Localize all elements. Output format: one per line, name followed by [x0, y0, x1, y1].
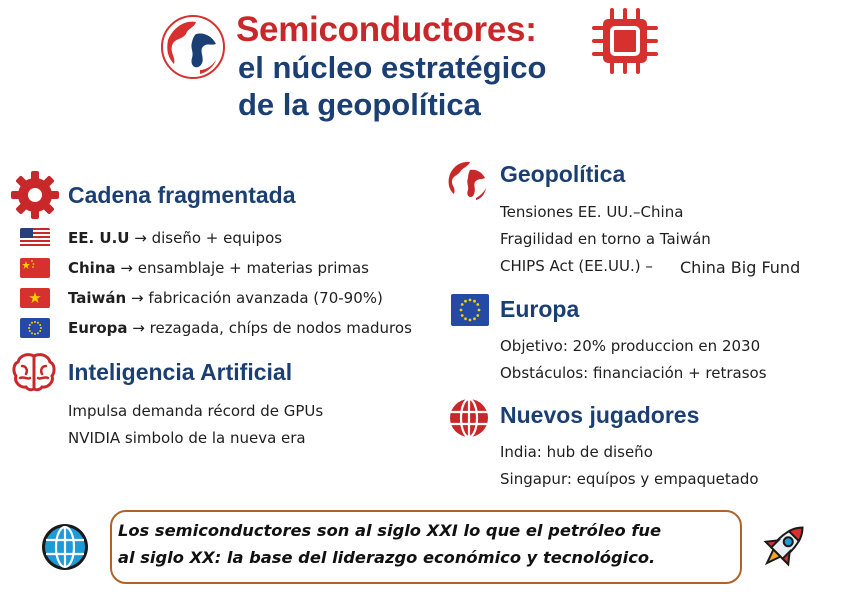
- country-name: China: [68, 259, 116, 277]
- section-title-geopolitica: Geopolítica: [500, 161, 626, 187]
- geopolitica-line: CHIPS Act (EE.UU.) –: [500, 257, 653, 275]
- cadena-item: [68, 319, 412, 337]
- ia-line: Impulsa demanda récord de GPUs: [68, 402, 324, 420]
- cadena-item: [68, 259, 369, 277]
- geopolitica-line: Fragilidad en torno a Taiwán: [500, 230, 711, 248]
- nuevos-line: India: hub de diseño: [500, 443, 653, 461]
- item-description: → diseño + equipos: [134, 229, 283, 247]
- item-description: → rezagada, chíps de nodos maduros: [132, 319, 412, 337]
- quote-globe-icon: [40, 522, 90, 572]
- quote-line2: al siglo XX: la base del liderazgo económico y tecnológico.: [118, 548, 656, 567]
- ia-line: NVIDIA simbolo de la nueva era: [68, 429, 306, 447]
- europa-line: Objetivo: 20% produccion en 2030: [500, 337, 761, 355]
- globe-icon: [448, 397, 490, 439]
- cadena-item: [68, 289, 383, 307]
- item-description: → fabricación avanzada (70-90%): [131, 289, 383, 307]
- item-description: → ensamblaje + materias primas: [120, 259, 369, 277]
- header-globe-icon: [160, 14, 226, 80]
- section-title-cadena: Cadena fragmentada: [68, 182, 296, 208]
- country-name: Taiwán: [68, 289, 127, 307]
- eu-flag: [20, 318, 50, 338]
- brain-icon: [12, 352, 56, 392]
- section-title-nuevos: Nuevos jugadores: [500, 402, 700, 428]
- page-title-line1: Semiconductores:: [236, 10, 537, 49]
- rocket-icon: [754, 516, 814, 576]
- china-flag: [20, 258, 50, 278]
- us-flag: [20, 228, 50, 248]
- nuevos-line: Singapur: equípos y empaquetado: [500, 470, 759, 488]
- page-title-line2: el núcleo estratégico: [238, 50, 547, 85]
- vietnam-flag: [20, 288, 50, 308]
- section-title-europa: Europa: [500, 296, 580, 322]
- gear-icon: [10, 170, 60, 220]
- country-name: Europa: [68, 319, 128, 337]
- country-name: EE. U.U: [68, 229, 130, 247]
- cadena-item: [68, 229, 282, 247]
- eu-flag-icon: [451, 294, 489, 326]
- geopolitica-line: Tensiones EE. UU.–China: [500, 203, 684, 221]
- quote-line1: Los semiconductores son al siglo XXI lo que el petróleo fue: [118, 521, 662, 540]
- geopolitica-line: China Big Fund: [680, 258, 801, 277]
- chip-icon: [590, 6, 660, 76]
- section-title-ia: Inteligencia Artificial: [68, 359, 293, 385]
- page-title-line3: de la geopolítica: [238, 87, 481, 122]
- europa-line: Obstáculos: financiación + retrasos: [500, 364, 767, 382]
- globe-icon: [444, 158, 490, 204]
